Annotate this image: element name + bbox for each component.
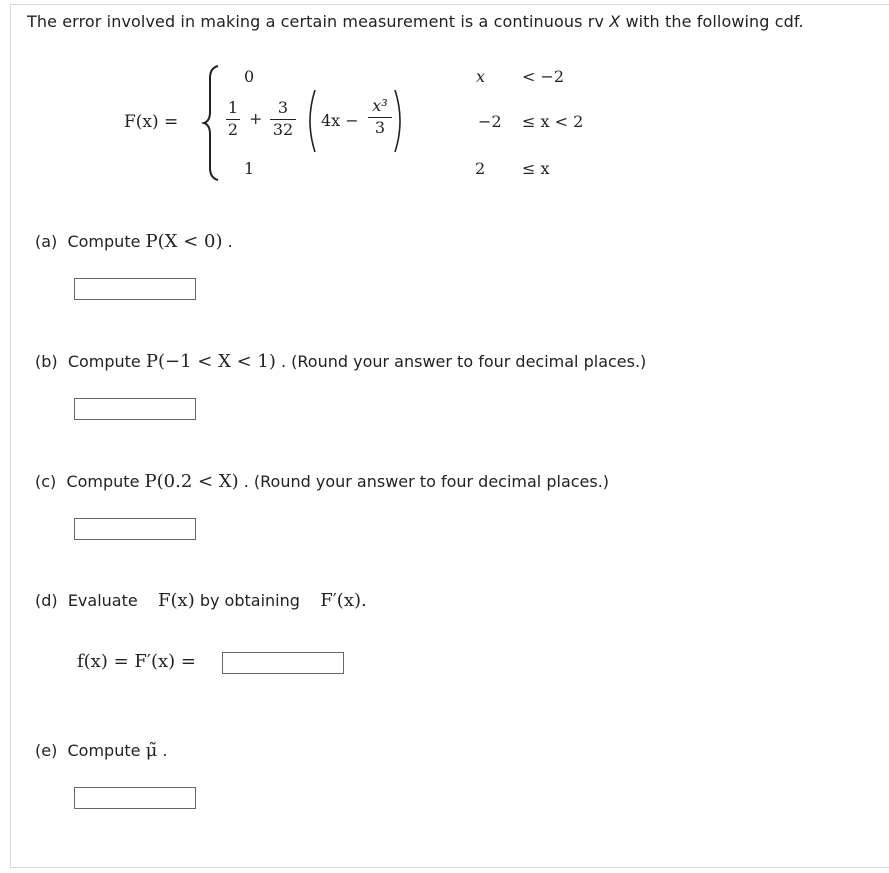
plus-sign: + bbox=[249, 109, 263, 128]
frac-x-cubed-over-three: x³ 3 bbox=[368, 97, 392, 137]
answer-input-d[interactable] bbox=[222, 652, 344, 674]
question-e-math: μ̃ bbox=[145, 740, 158, 761]
frac-one-half: 1 2 bbox=[227, 98, 239, 139]
cdf-piece-1-cond: < −2 bbox=[522, 67, 565, 86]
question-c: (c) Compute P(0.2 < X) . (Round your answer to four decimal places.) bbox=[35, 471, 610, 492]
inner-lead: 4x − bbox=[321, 111, 359, 130]
question-b: (b) Compute P(−1 < X < 1) . (Round your answer to four decimal places.) bbox=[35, 351, 647, 372]
answer-input-e[interactable] bbox=[74, 787, 196, 809]
answer-input-b[interactable] bbox=[74, 398, 196, 420]
cdf-piece-2-cond: ≤ x < 2 bbox=[522, 112, 584, 131]
cdf-piece-1-var: x bbox=[476, 67, 486, 86]
left-paren bbox=[303, 88, 317, 154]
question-d-math-1: F(x) bbox=[158, 590, 195, 611]
question-d-math-2: F′(x). bbox=[320, 590, 367, 611]
answer-input-a[interactable] bbox=[74, 278, 196, 300]
cdf-piece-1-expr: 0 bbox=[244, 67, 255, 86]
right-paren bbox=[393, 88, 407, 154]
question-e: (e) Compute μ̃ . bbox=[35, 740, 168, 761]
frac-three-over-thirtytwo: 3 32 bbox=[270, 99, 296, 139]
problem-statement: The error involved in making a certain measurement is a continuous rv X with the following cdf. bbox=[27, 12, 804, 31]
question-d: (d) Evaluate F(x) by obtaining F′(x). bbox=[35, 590, 367, 611]
question-frame bbox=[10, 4, 889, 868]
cdf-lhs: F(x) = bbox=[124, 112, 179, 132]
cdf-piece-2-var: −2 bbox=[478, 112, 502, 131]
rv-variable: X bbox=[609, 12, 621, 31]
cdf-piece-3-expr: 1 bbox=[244, 159, 255, 178]
question-c-math: P(0.2 < X) bbox=[144, 471, 239, 492]
question-b-math: P(−1 < X < 1) bbox=[145, 351, 276, 372]
cdf-piece-3-cond: ≤ x bbox=[522, 159, 550, 178]
cdf-piece-3-var: 2 bbox=[475, 159, 486, 178]
question-a: (a) Compute P(X < 0) . bbox=[35, 231, 233, 252]
cdf-brace bbox=[200, 64, 222, 182]
question-d-expression: f(x) = F′(x) = bbox=[77, 651, 196, 672]
answer-input-c[interactable] bbox=[74, 518, 196, 540]
question-a-math: P(X < 0) bbox=[145, 231, 223, 252]
